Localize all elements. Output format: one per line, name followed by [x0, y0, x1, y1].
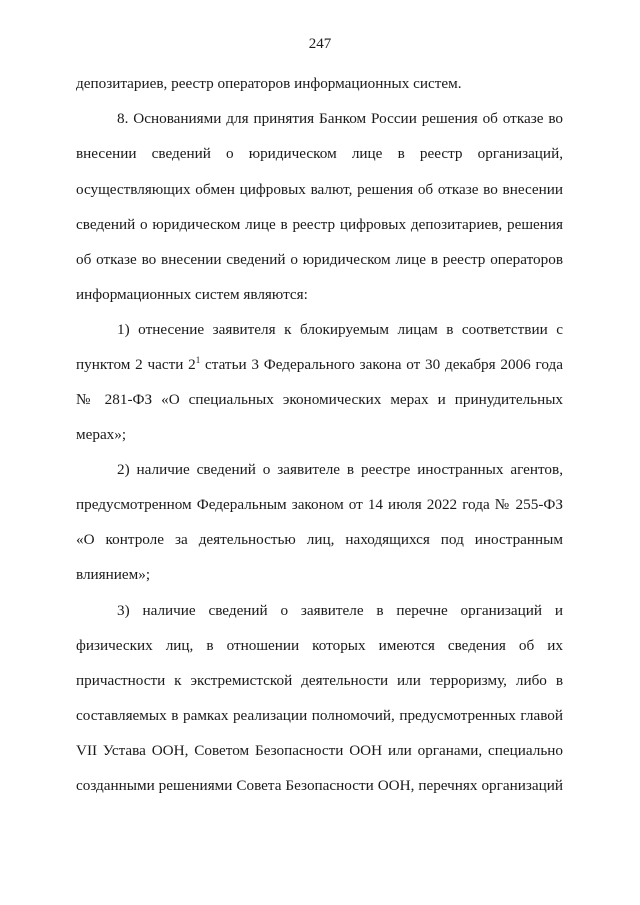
text-line: «О контроле за деятельностью лиц, находящихся под иностранным [76, 531, 563, 548]
text-line: предусмотренном Федеральным законом от 14 июля 2022 года № 255-ФЗ [76, 496, 563, 513]
text-fragment: статьи 3 Федерального закона от 30 декабря 2006 года [205, 356, 564, 373]
paragraph-8-first-line: 8. Основаниями для принятия Банком России решения об отказе во [117, 110, 563, 127]
text-line: об отказе во внесении сведений о юридическом лице в реестр операторов [76, 251, 563, 268]
text-line: причастности к экстремистской деятельности или терроризму, либо в [76, 672, 563, 689]
item-1-first-line: 1) отнесение заявителя к блокируемым лицам в соответствии с [117, 321, 563, 338]
page-number: 247 [308, 36, 332, 52]
item-2-first-line: 2) наличие сведений о заявителе в реестре иностранных агентов, [117, 461, 563, 478]
superscript: 1 [195, 354, 201, 365]
text-line: физических лиц, в отношении которых имеются сведения об их [76, 637, 563, 654]
text-line [76, 355, 563, 375]
text-line: сведений о юридическом лице в реестр цифровых депозитариев, решения [76, 216, 563, 233]
text-line: VII Устава ООН, Советом Безопасности ООН или органами, специально [76, 742, 563, 759]
text-line: внесении сведений о юридическом лице в реестр организаций, [76, 145, 563, 162]
item-3-first-line: 3) наличие сведений о заявителе в перечне организаций и [117, 602, 563, 619]
text-line: депозитариев, реестр операторов информационных систем. [76, 75, 462, 92]
text-line: составляемых в рамках реализации полномочий, предусмотренных главой [76, 707, 563, 724]
text-line: мерах»; [76, 426, 127, 443]
text-line: влиянием»; [76, 566, 151, 583]
text-fragment: пунктом 2 части 2 [76, 356, 196, 373]
text-line: № 281-ФЗ «О специальных экономических мерах и принудительных [76, 391, 563, 408]
text-line: созданными решениями Совета Безопасности ООН, перечнях организаций [76, 777, 563, 794]
text-line: осуществляющих обмен цифровых валют, решения об отказе во внесении [76, 181, 563, 198]
text-line: информационных систем являются: [76, 286, 308, 303]
